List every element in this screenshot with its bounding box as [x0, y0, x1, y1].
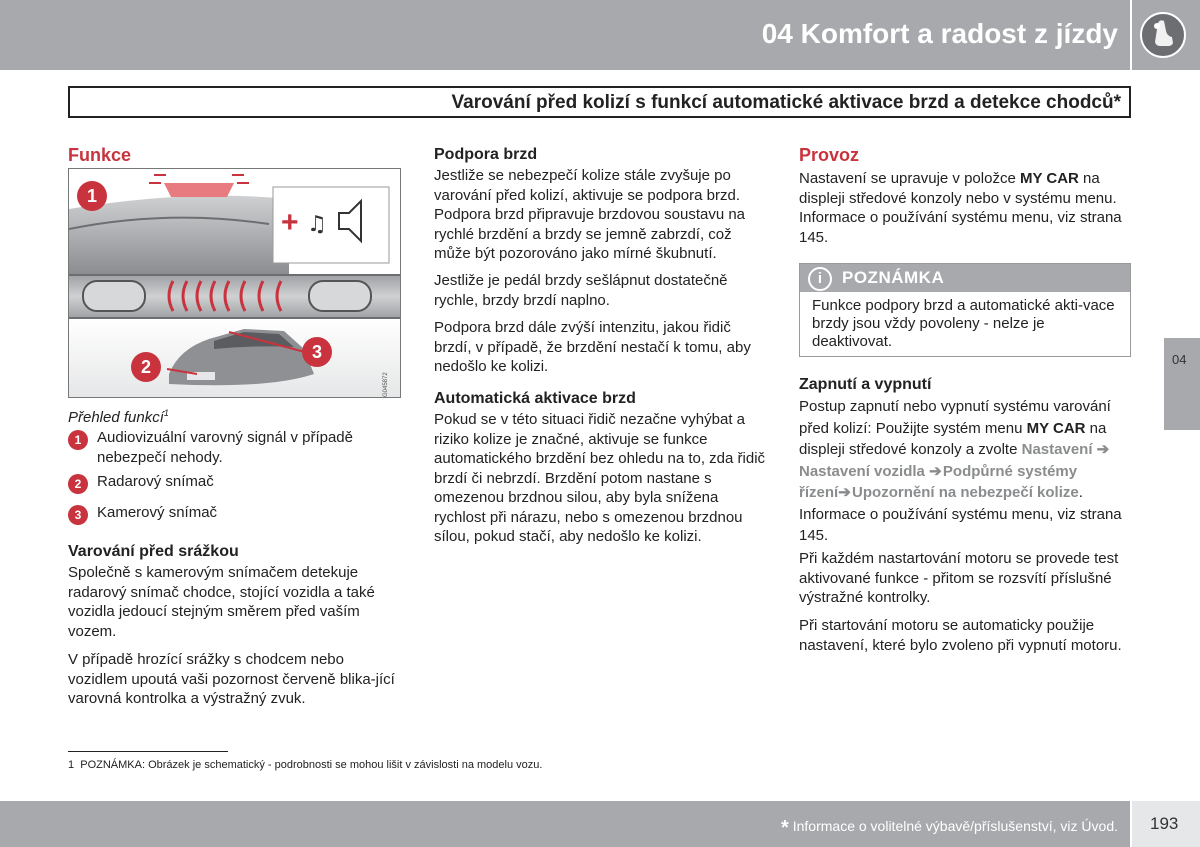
caption-text: Přehled funkcí: [68, 409, 164, 426]
callout-1: 1: [77, 181, 107, 211]
auto-brake-heading: Automatická aktivace brzd: [434, 390, 636, 407]
provoz-paragraph: [799, 169, 1134, 247]
menu-path-vehicle-settings: Nastavení vozidla: [799, 462, 925, 480]
figure-illustration: [69, 169, 401, 398]
legend-text-1: Audiovizuální varovný signál v případě nebezpečí nehody.: [97, 429, 353, 466]
side-tab-label: 04: [1172, 352, 1187, 367]
chapter-title: 04 Komfort a radost z jízdy: [761, 18, 1118, 49]
onoff-text-a: Postup zapnutí nebo vypnutí systému varování před kolizí: Použijte systém menu: [799, 398, 1111, 437]
seat-icon-graphic: [1142, 14, 1184, 56]
legend-num-2: 2: [68, 474, 88, 494]
provoz-text-a: Nastavení se upravuje v položce: [799, 170, 1020, 187]
info-icon: i: [808, 267, 832, 291]
svg-text:+: +: [281, 206, 299, 239]
my-car-label-2: MY CAR: [1026, 419, 1086, 437]
brake-support-paragraph-2: Jestliže je pedál brzdy sešlápnut dostatečně rychle, brzdy brzdí naplno.: [434, 272, 728, 309]
menu-path-support-systems: Podpůrné systémy řízení: [799, 462, 1078, 501]
legend-text-2: Radarový snímač: [97, 473, 214, 490]
callout-3: 3: [302, 337, 332, 367]
menu-path-collision-warning: Upozornění na nebezpečí kolize: [852, 484, 1079, 501]
page-number: 193: [1150, 814, 1179, 833]
brake-support-paragraph-3: Podpora brzd dále zvýší intenzitu, jakou řidič brzdí, v případě, že brzdění nestačí k tomu, aby nedošlo ke kolizi.: [434, 319, 751, 375]
legend-num-1: 1: [68, 430, 88, 450]
onoff-paragraph-1: Postup zapnutí nebo vypnutí systému varování před kolizí: Použijte systém menu MY CAR na displeji středové konzoly a zvolte Nastavení ➔ Nastavení vozidla ➔ Podpůrné systémy řízení➔ Upozornění na nebezpečí kolize. Informace o používání systému menu, viz strana 145.: [799, 398, 1122, 544]
figure-code: G045872: [383, 372, 389, 397]
my-car-label: MY CAR: [1019, 170, 1079, 187]
caption-footnote-ref: 1: [163, 408, 169, 418]
onoff-heading: Zapnutí a vypnutí: [799, 376, 932, 393]
note-box: [799, 263, 1131, 357]
footer-note: [781, 817, 1118, 840]
warning-paragraph-2: V případě hrozící srážky s chodcem nebo vozidlem upoutá vaši pozornost červeně blika-jící varovná kontrolka a výstražný zvuk.: [68, 651, 395, 707]
provoz-text-c: na displeji středové konzoly nebo v systému menu. Informace o používání systému menu, viz strana 145.: [799, 170, 1122, 246]
arrow-right-icon: ➔: [1096, 441, 1110, 458]
footer-star: *: [781, 817, 789, 839]
seat-icon: [1140, 12, 1186, 58]
section-title: Varování před kolizí s funkcí automatické aktivace brzd a detekce chodců*: [451, 92, 1121, 113]
section-title-box: [68, 86, 1131, 118]
figure-caption: [68, 404, 169, 428]
function-overview-figure: [68, 168, 401, 398]
arrow-right-icon: ➔: [929, 462, 942, 480]
legend-text-3: Kamerový snímač: [97, 504, 218, 521]
note-header: [800, 264, 1130, 292]
footnote-text: POZNÁMKA: Obrázek je schematický - podrobnosti se mohou lišit v závislosti na modelu vozu.: [80, 759, 543, 771]
onoff-text-d: Informace o používání systému menu, viz strana 145.: [799, 505, 1122, 544]
brake-support-heading: Podpora brzd: [434, 146, 538, 163]
warning-paragraph-1: Společně s kamerovým snímačem detekuje radarový snímač chodce, stojící vozidla a také vozidla jedoucí stejným směrem před vaším vozem.: [68, 564, 375, 640]
funkce-heading: Funkce: [68, 145, 132, 165]
menu-path-settings: Nastavení: [1021, 441, 1093, 458]
footnote: [68, 759, 542, 771]
auto-brake-paragraph: Pokud se v této situaci řidič nezačne vyhýbat a riziko kolize je značné, aktivuje se funkce automatického brzdění bez ohledu na to, zda řidič brzdí či nebrzdí. Brzdění potom nastane s omezenou brzdnou silou, aby byla snížena rychlost při nárazu, nebo s omezenou brzdnou sílou, pokud stačí, aby nedošlo ke kolizi.: [434, 411, 766, 545]
onoff-paragraph-2: Při každém nastartování motoru se provede test aktivované funkce - přitom se rozsvítí příslušné výstražné kontrolky.: [799, 550, 1119, 606]
callout-2: 2: [131, 352, 161, 382]
onoff-text-c: na displeji středové konzoly a zvolte: [799, 419, 1107, 458]
provoz-heading: Provoz: [799, 145, 860, 165]
brake-support-paragraph-1: Jestliže se nebezpečí kolize stále zvyšuje po varování před kolizí, aktivuje se podpora brzd. Podpora brzd připravuje brzdovou soustavu na rychlé brzdění a brzdy se jemně zabrzdí, což může být pozorováno jako mírné škubnutí.: [434, 167, 746, 262]
note-title: POZNÁMKA: [842, 268, 945, 287]
footer-text: Informace o volitelné výbavě/příslušenství, viz Úvod.: [792, 818, 1118, 834]
warning-heading: Varování před srážkou: [68, 543, 239, 560]
onoff-paragraph-3: Při startování motoru se automaticky použije nastavení, které bylo zvoleno při vypnutí motoru.: [799, 617, 1122, 654]
arrow-right-icon: ➔: [838, 484, 851, 501]
footnote-num: 1: [68, 759, 75, 771]
footnote-rule: [68, 751, 228, 752]
note-text: Funkce podpory brzd a automatické akti-vace brzdy jsou vždy povoleny - nelze je deaktivovat.: [812, 297, 1115, 350]
svg-text:♫: ♫: [307, 212, 327, 237]
legend-num-3: 3: [68, 505, 88, 525]
